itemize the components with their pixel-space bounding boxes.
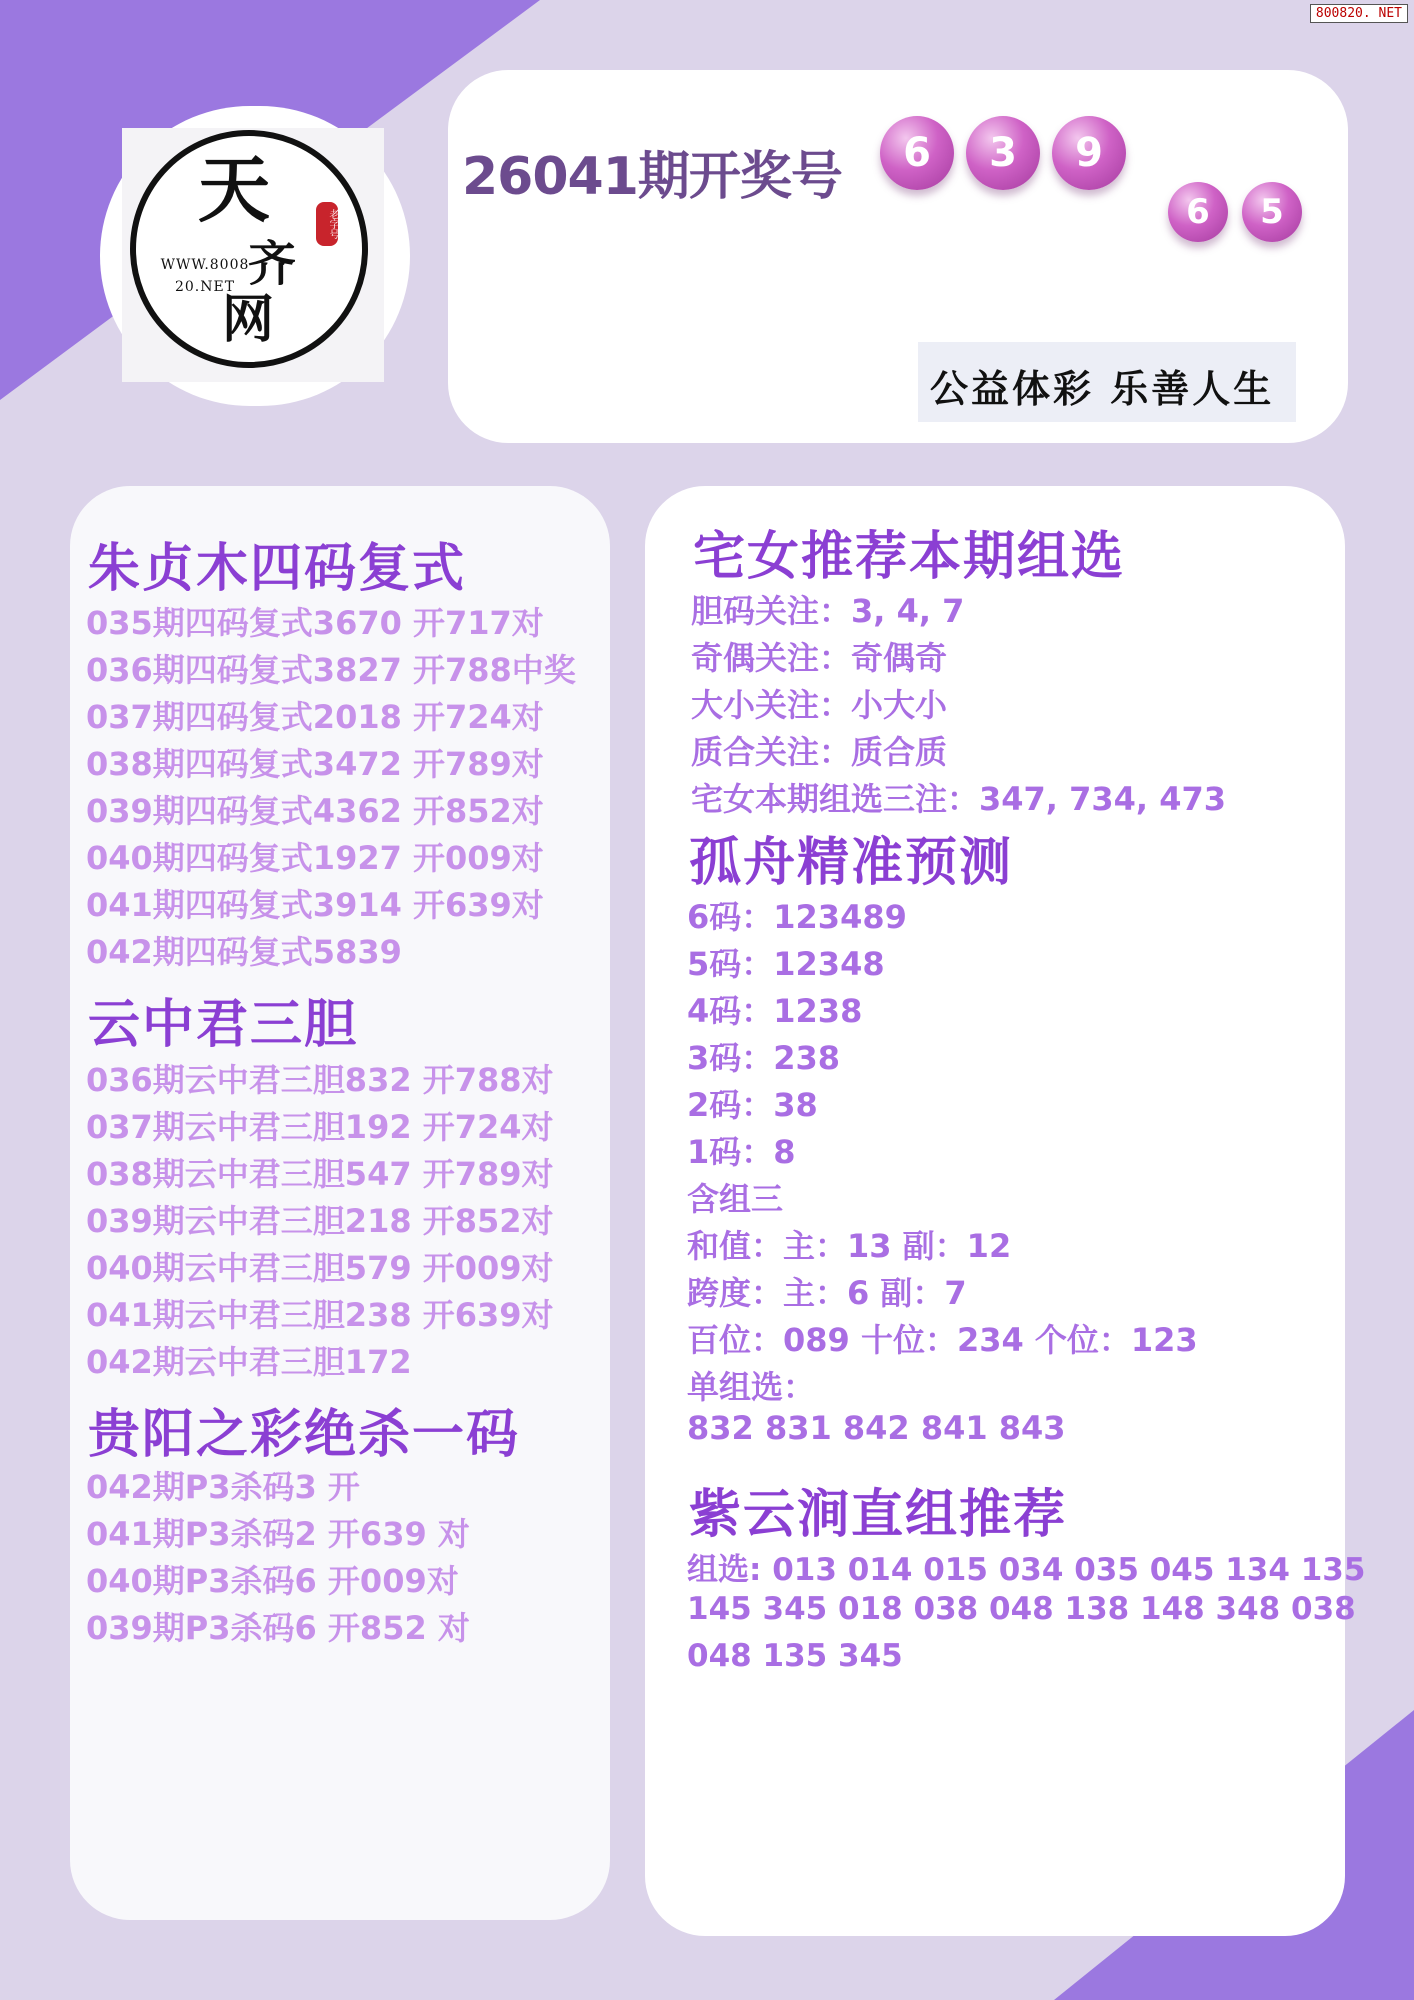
prediction-line: 039期P3杀码6 开852 对	[86, 1609, 470, 1647]
prediction-line: 037期四码复式2018 开724对	[86, 698, 544, 736]
prediction-line: 039期云中君三胆218 开852对	[86, 1202, 554, 1240]
prediction-line: 041期P3杀码2 开639 对	[86, 1515, 470, 1553]
prediction-line: 4码：1238	[687, 992, 863, 1030]
prediction-line: 038期四码复式3472 开789对	[86, 745, 544, 783]
prediction-line: 042期四码复式5839	[86, 933, 402, 971]
extra-number-ball: 5	[1242, 182, 1302, 242]
prediction-line: 大小关注：小大小	[691, 686, 948, 724]
prediction-line: 含组三	[687, 1180, 784, 1218]
prediction-line: 035期四码复式3670 开717对	[86, 604, 544, 642]
logo-seal: 老字号	[316, 202, 338, 246]
prediction-line: 041期云中君三胆238 开639对	[86, 1296, 554, 1334]
prediction-line: 042期P3杀码3 开	[86, 1468, 360, 1506]
main-number-ball: 9	[1052, 116, 1126, 190]
prediction-line: 组选: 013 014 015 034 035 045 134 135	[687, 1552, 1366, 1588]
prediction-line: 质合关注：质合质	[691, 733, 948, 771]
prediction-line: 145 345 018 038 048 138 148 348 038	[687, 1591, 1356, 1627]
prediction-line: 038期云中君三胆547 开789对	[86, 1155, 554, 1193]
prediction-line: 6码：123489	[687, 898, 907, 936]
prediction-line: 041期四码复式3914 开639对	[86, 886, 544, 924]
prediction-line: 单组选：	[687, 1368, 816, 1406]
prediction-line: 832 831 842 841 843	[687, 1409, 1066, 1447]
logo-char-wang: 网	[222, 289, 275, 350]
prediction-line: 5码：12348	[687, 945, 885, 983]
prediction-line: 040期四码复式1927 开009对	[86, 839, 544, 877]
prediction-line: 跨度：主：6 副：7	[687, 1274, 967, 1312]
slogan-box	[918, 342, 1296, 422]
slogan-text: 公益体彩 乐善人生	[930, 366, 1275, 411]
prediction-line: 3码：238	[687, 1039, 841, 1077]
section-title-guiyang: 贵阳之彩绝杀一码	[88, 1405, 521, 1465]
prediction-line: 036期云中君三胆832 开788对	[86, 1061, 554, 1099]
prediction-line: 036期四码复式3827 开788中奖	[86, 651, 576, 689]
extra-number-ball: 6	[1168, 182, 1228, 242]
prediction-line: 宅女本期组选三注：347, 734, 473	[691, 780, 1226, 818]
logo-char-qi: 齐	[248, 236, 297, 292]
site-logo[interactable]	[130, 130, 368, 368]
left-prediction-card	[70, 486, 610, 1920]
main-number-ball: 6	[880, 116, 954, 190]
prediction-line: 042期云中君三胆172	[86, 1343, 412, 1381]
section-title-zhainv: 宅女推荐本期组选	[693, 527, 1126, 587]
prediction-line: 奇偶关注：奇偶奇	[691, 639, 948, 677]
prediction-line: 039期四码复式4362 开852对	[86, 792, 544, 830]
prediction-line: 040期P3杀码6 开009对	[86, 1562, 459, 1600]
prediction-line: 037期云中君三胆192 开724对	[86, 1108, 554, 1146]
prediction-line: 040期云中君三胆579 开009对	[86, 1249, 554, 1287]
draw-title: 26041期开奖号	[462, 147, 842, 207]
prediction-line: 百位：089 十位：234 个位：123	[687, 1321, 1198, 1359]
prediction-line: 和值：主：13 副：12	[687, 1227, 1012, 1265]
logo-char-tian: 天	[198, 147, 271, 232]
prediction-line: 1码：8	[687, 1133, 796, 1171]
section-title-guzhou: 孤舟精准预测	[689, 833, 1014, 893]
prediction-line: 胆码关注：3, 4, 7	[691, 592, 965, 630]
prediction-line: 2码：38	[687, 1086, 818, 1124]
watermark: 800820. NET	[1310, 4, 1408, 23]
prediction-line: 048 135 345	[687, 1638, 903, 1674]
section-title-zhu-zhenmu: 朱贞木四码复式	[88, 539, 467, 599]
section-title-yun-zhongjun: 云中君三胆	[88, 995, 359, 1055]
main-number-ball: 3	[966, 116, 1040, 190]
section-title-ziyunjian: 紫云涧直组推荐	[689, 1485, 1068, 1545]
right-prediction-card	[645, 486, 1366, 1936]
draw-result-card	[448, 70, 1348, 443]
logo-url: WWW.8008 20.NET	[160, 257, 250, 295]
